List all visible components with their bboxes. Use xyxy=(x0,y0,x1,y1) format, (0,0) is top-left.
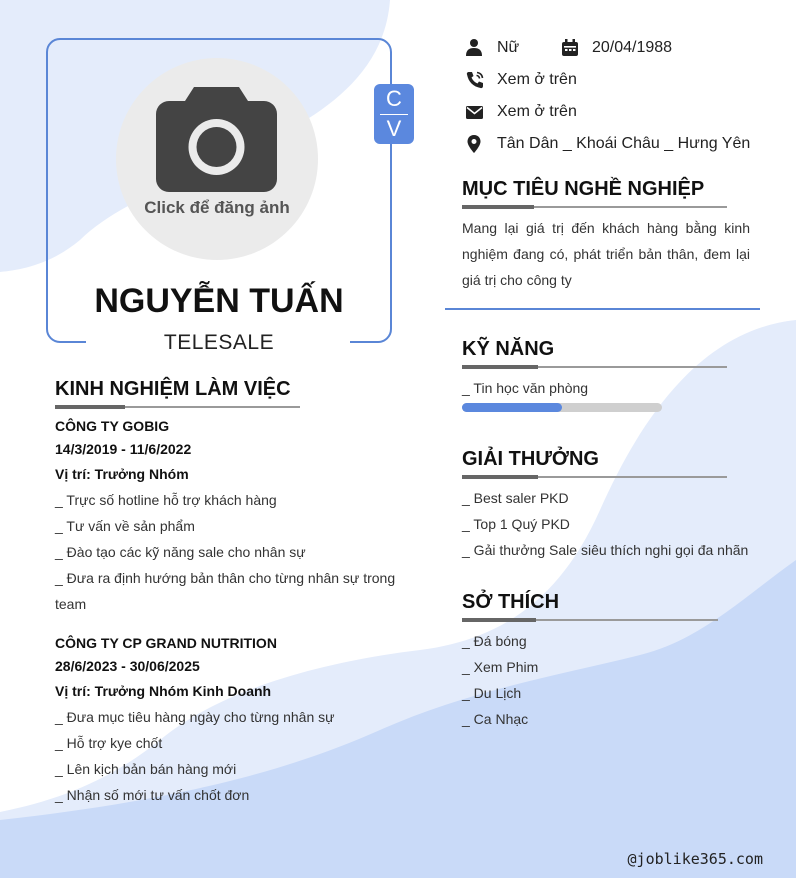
job-duty: _ Nhận số mới tư vấn chốt đơn xyxy=(55,787,250,803)
experience-title: KINH NGHIỆM LÀM VIỆC xyxy=(55,378,291,400)
award-item: _ Top 1 Quý PKD xyxy=(462,516,570,532)
hobby-item: _ Ca Nhạc xyxy=(462,711,529,727)
phone-icon xyxy=(466,71,484,89)
email-value: Xem ở trên xyxy=(497,103,577,120)
candidate-name: NGUYỄN TUẤN xyxy=(94,282,344,320)
user-icon xyxy=(465,38,483,56)
job-duty: _ Đưa mục tiêu hàng ngày cho từng nhân sự xyxy=(55,709,335,725)
hobby-item: _ Xem Phim xyxy=(462,659,539,675)
skill-level-bar xyxy=(462,403,662,412)
job-duty: _ Tư vấn về sản phẩm xyxy=(55,518,195,534)
job-duty: _ Đào tạo các kỹ năng sale cho nhân sự xyxy=(55,544,306,560)
job-period: 14/3/2019 - 11/6/2022 xyxy=(55,441,192,457)
objective-text: Mang lại giá trị đến khách hàng bằng kinh nghiệm đang có, phát triển bản thân, đem lại giá trị cho công ty xyxy=(462,220,750,288)
candidate-role: TELESALE xyxy=(163,331,275,354)
mail-icon xyxy=(466,104,484,122)
job-duty: _ Trực số hotline hỗ trợ khách hàng xyxy=(55,492,277,508)
job-duty: _ Hỗ trợ kye chốt xyxy=(55,735,163,751)
badge-letter-v: V xyxy=(386,116,402,141)
job-duty: _ Lên kịch bản bán hàng mới xyxy=(55,761,237,777)
watermark-url: @joblike365.com xyxy=(627,850,763,868)
skill-label: _ Tin học văn phòng xyxy=(462,380,589,396)
phone-value: Xem ở trên xyxy=(497,71,577,88)
hobby-item: _ Du Lịch xyxy=(462,685,522,701)
job-position: Vị trí: Trưởng Nhóm xyxy=(55,466,189,482)
birthday-value: 20/04/1988 xyxy=(592,39,673,56)
skills-title: KỸ NĂNG xyxy=(462,338,555,360)
cv-badge xyxy=(374,84,414,144)
job-company: CÔNG TY CP GRAND NUTRITION xyxy=(55,635,277,651)
objective-title: MỤC TIÊU NGHỀ NGHIỆP xyxy=(462,178,705,200)
award-item: _ Gải thưởng Sale siêu thích nghi gọi đa nhãn xyxy=(462,542,749,558)
job-duty: team xyxy=(55,596,87,612)
calendar-icon xyxy=(561,39,579,57)
location-icon xyxy=(466,135,484,153)
job-duty: _ Đưa ra định hướng bản thân cho từng nhân sự trong xyxy=(55,570,396,586)
badge-letter-c: C xyxy=(386,86,402,111)
address-value: Tân Dân _ Khoái Châu _ Hưng Yên xyxy=(497,135,751,152)
job-company: CÔNG TY GOBIG xyxy=(55,418,170,434)
skill-level-fill xyxy=(462,403,562,412)
gender-value: Nữ xyxy=(497,39,520,56)
award-item: _ Best saler PKD xyxy=(462,490,569,506)
awards-title: GIẢI THƯỞNG xyxy=(462,448,599,470)
job-position: Vị trí: Trưởng Nhóm Kinh Doanh xyxy=(55,683,272,699)
camera-icon[interactable] xyxy=(156,87,277,192)
upload-photo-caption[interactable]: Click để đăng ảnh xyxy=(144,198,290,217)
hobbies-title: SỞ THÍCH xyxy=(462,591,560,613)
hobby-item: _ Đá bóng xyxy=(462,633,527,649)
section-divider xyxy=(445,308,760,310)
job-period: 28/6/2023 - 30/06/2025 xyxy=(55,658,200,674)
